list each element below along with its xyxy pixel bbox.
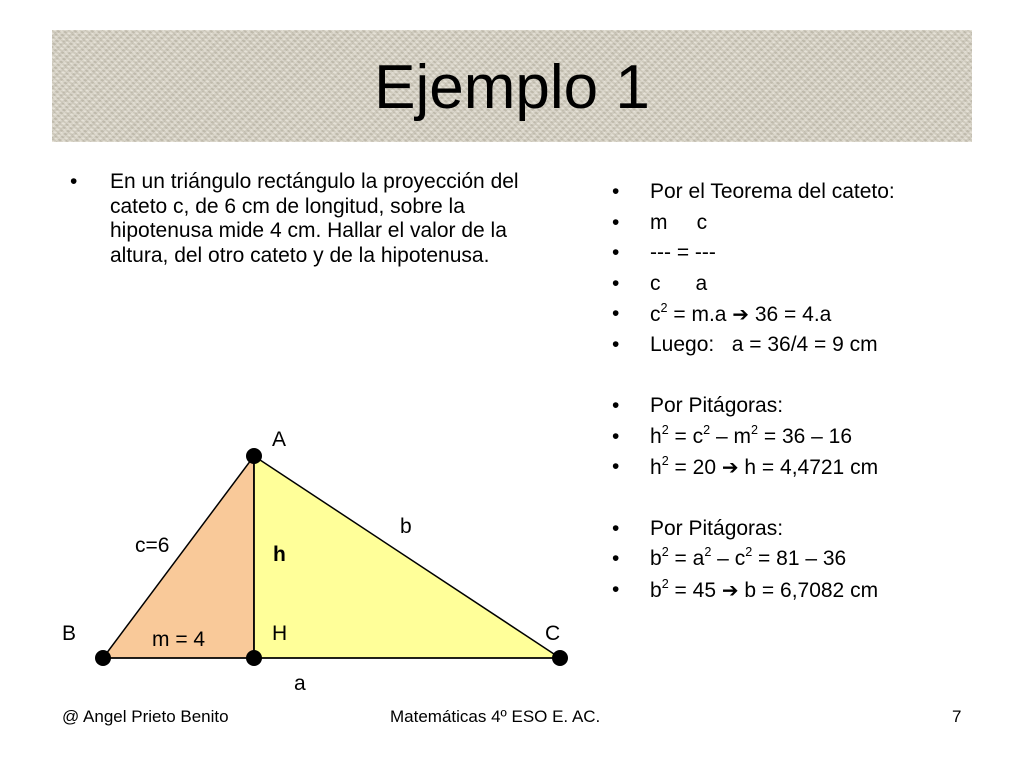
superscript: 2: [745, 545, 753, 560]
vertex-b-point: [95, 650, 111, 666]
solution-text: Luego: a = 36/4 = 9 cm: [650, 332, 878, 356]
triangle-right-region: [254, 456, 560, 658]
foot-h-point: [246, 650, 262, 666]
label-projection-m: m = 4: [152, 628, 206, 651]
solution-text: – m: [710, 424, 751, 448]
label-vertex-a: A: [272, 428, 287, 451]
bullet: •: [70, 170, 78, 193]
solution-text: = c: [668, 424, 704, 448]
superscript: 2: [661, 422, 669, 437]
label-altitude-h: h: [273, 543, 286, 566]
label-foot-h: H: [272, 622, 288, 645]
bullet: •: [612, 424, 620, 448]
solution-text: h: [650, 456, 662, 479]
footer-author: @ Angel Prieto Benito: [62, 707, 229, 726]
bullet: •: [612, 210, 620, 234]
superscript: 2: [661, 454, 669, 469]
solution-text: c a: [650, 271, 708, 295]
solution-text: m c: [650, 210, 708, 234]
superscript: 2: [660, 301, 668, 316]
slide-title: Ejemplo 1: [374, 53, 650, 122]
bullet: •: [612, 180, 620, 203]
solution-text: = a: [668, 547, 705, 570]
solution-text: = m.a: [667, 303, 733, 326]
bullet: •: [612, 547, 620, 570]
footer-page-number: 7: [952, 707, 962, 726]
solution-text: b: [650, 578, 662, 602]
solution-text: --- = ---: [650, 241, 716, 264]
solution-text: Por el Teorema del cateto:: [650, 180, 895, 203]
superscript: 2: [661, 576, 669, 591]
problem-text: En un triángulo rectángulo la proyección del cateto c, de 6 cm de longitud, sobre la hipotenusa mide 4 cm. Hallar el valor de la altura, del otro cateto y de la hipotenusa.: [110, 170, 519, 267]
solution-text: = 81 – 36: [752, 547, 847, 570]
label-vertex-b: B: [62, 622, 77, 645]
footer-course: Matemáticas 4º ESO E. AC.: [390, 707, 601, 726]
solution-text: = 20: [668, 456, 722, 479]
label-vertex-c: C: [545, 622, 561, 645]
solution-text: Por Pitágoras:: [650, 394, 784, 417]
vertex-a-point: [246, 448, 262, 464]
label-side-b: b: [400, 515, 412, 538]
arrow-icon: ➔: [721, 455, 739, 479]
bullet: •: [612, 332, 620, 356]
superscript: 2: [661, 545, 669, 560]
vertex-c-point: [552, 650, 568, 666]
bullet: •: [612, 394, 620, 417]
bullet: •: [612, 516, 620, 540]
bullet: •: [612, 302, 620, 325]
label-hypotenuse-a: a: [294, 672, 306, 695]
solution-text: 36 = 4.a: [749, 303, 832, 326]
solution-text: h = 4,4721 cm: [738, 456, 879, 479]
bullet: •: [612, 241, 620, 264]
solution-text: b: [650, 547, 662, 570]
solution-text: – c: [711, 547, 746, 570]
solution-text: Por Pitágoras:: [650, 516, 784, 540]
arrow-icon: ➔: [732, 302, 750, 326]
label-side-c: c=6: [135, 534, 170, 557]
solution-text: = 45: [668, 578, 722, 602]
bullet: •: [612, 455, 620, 478]
arrow-icon: ➔: [721, 577, 739, 602]
solution-text: = 36 – 16: [758, 424, 853, 448]
superscript: 2: [703, 422, 711, 437]
superscript: 2: [751, 422, 759, 437]
solution-text: h: [650, 424, 662, 448]
solution-text: b = 6,7082 cm: [738, 578, 879, 602]
bullet: •: [612, 271, 620, 295]
solution-text: c: [650, 303, 661, 326]
bullet: •: [612, 577, 620, 601]
superscript: 2: [704, 545, 712, 560]
